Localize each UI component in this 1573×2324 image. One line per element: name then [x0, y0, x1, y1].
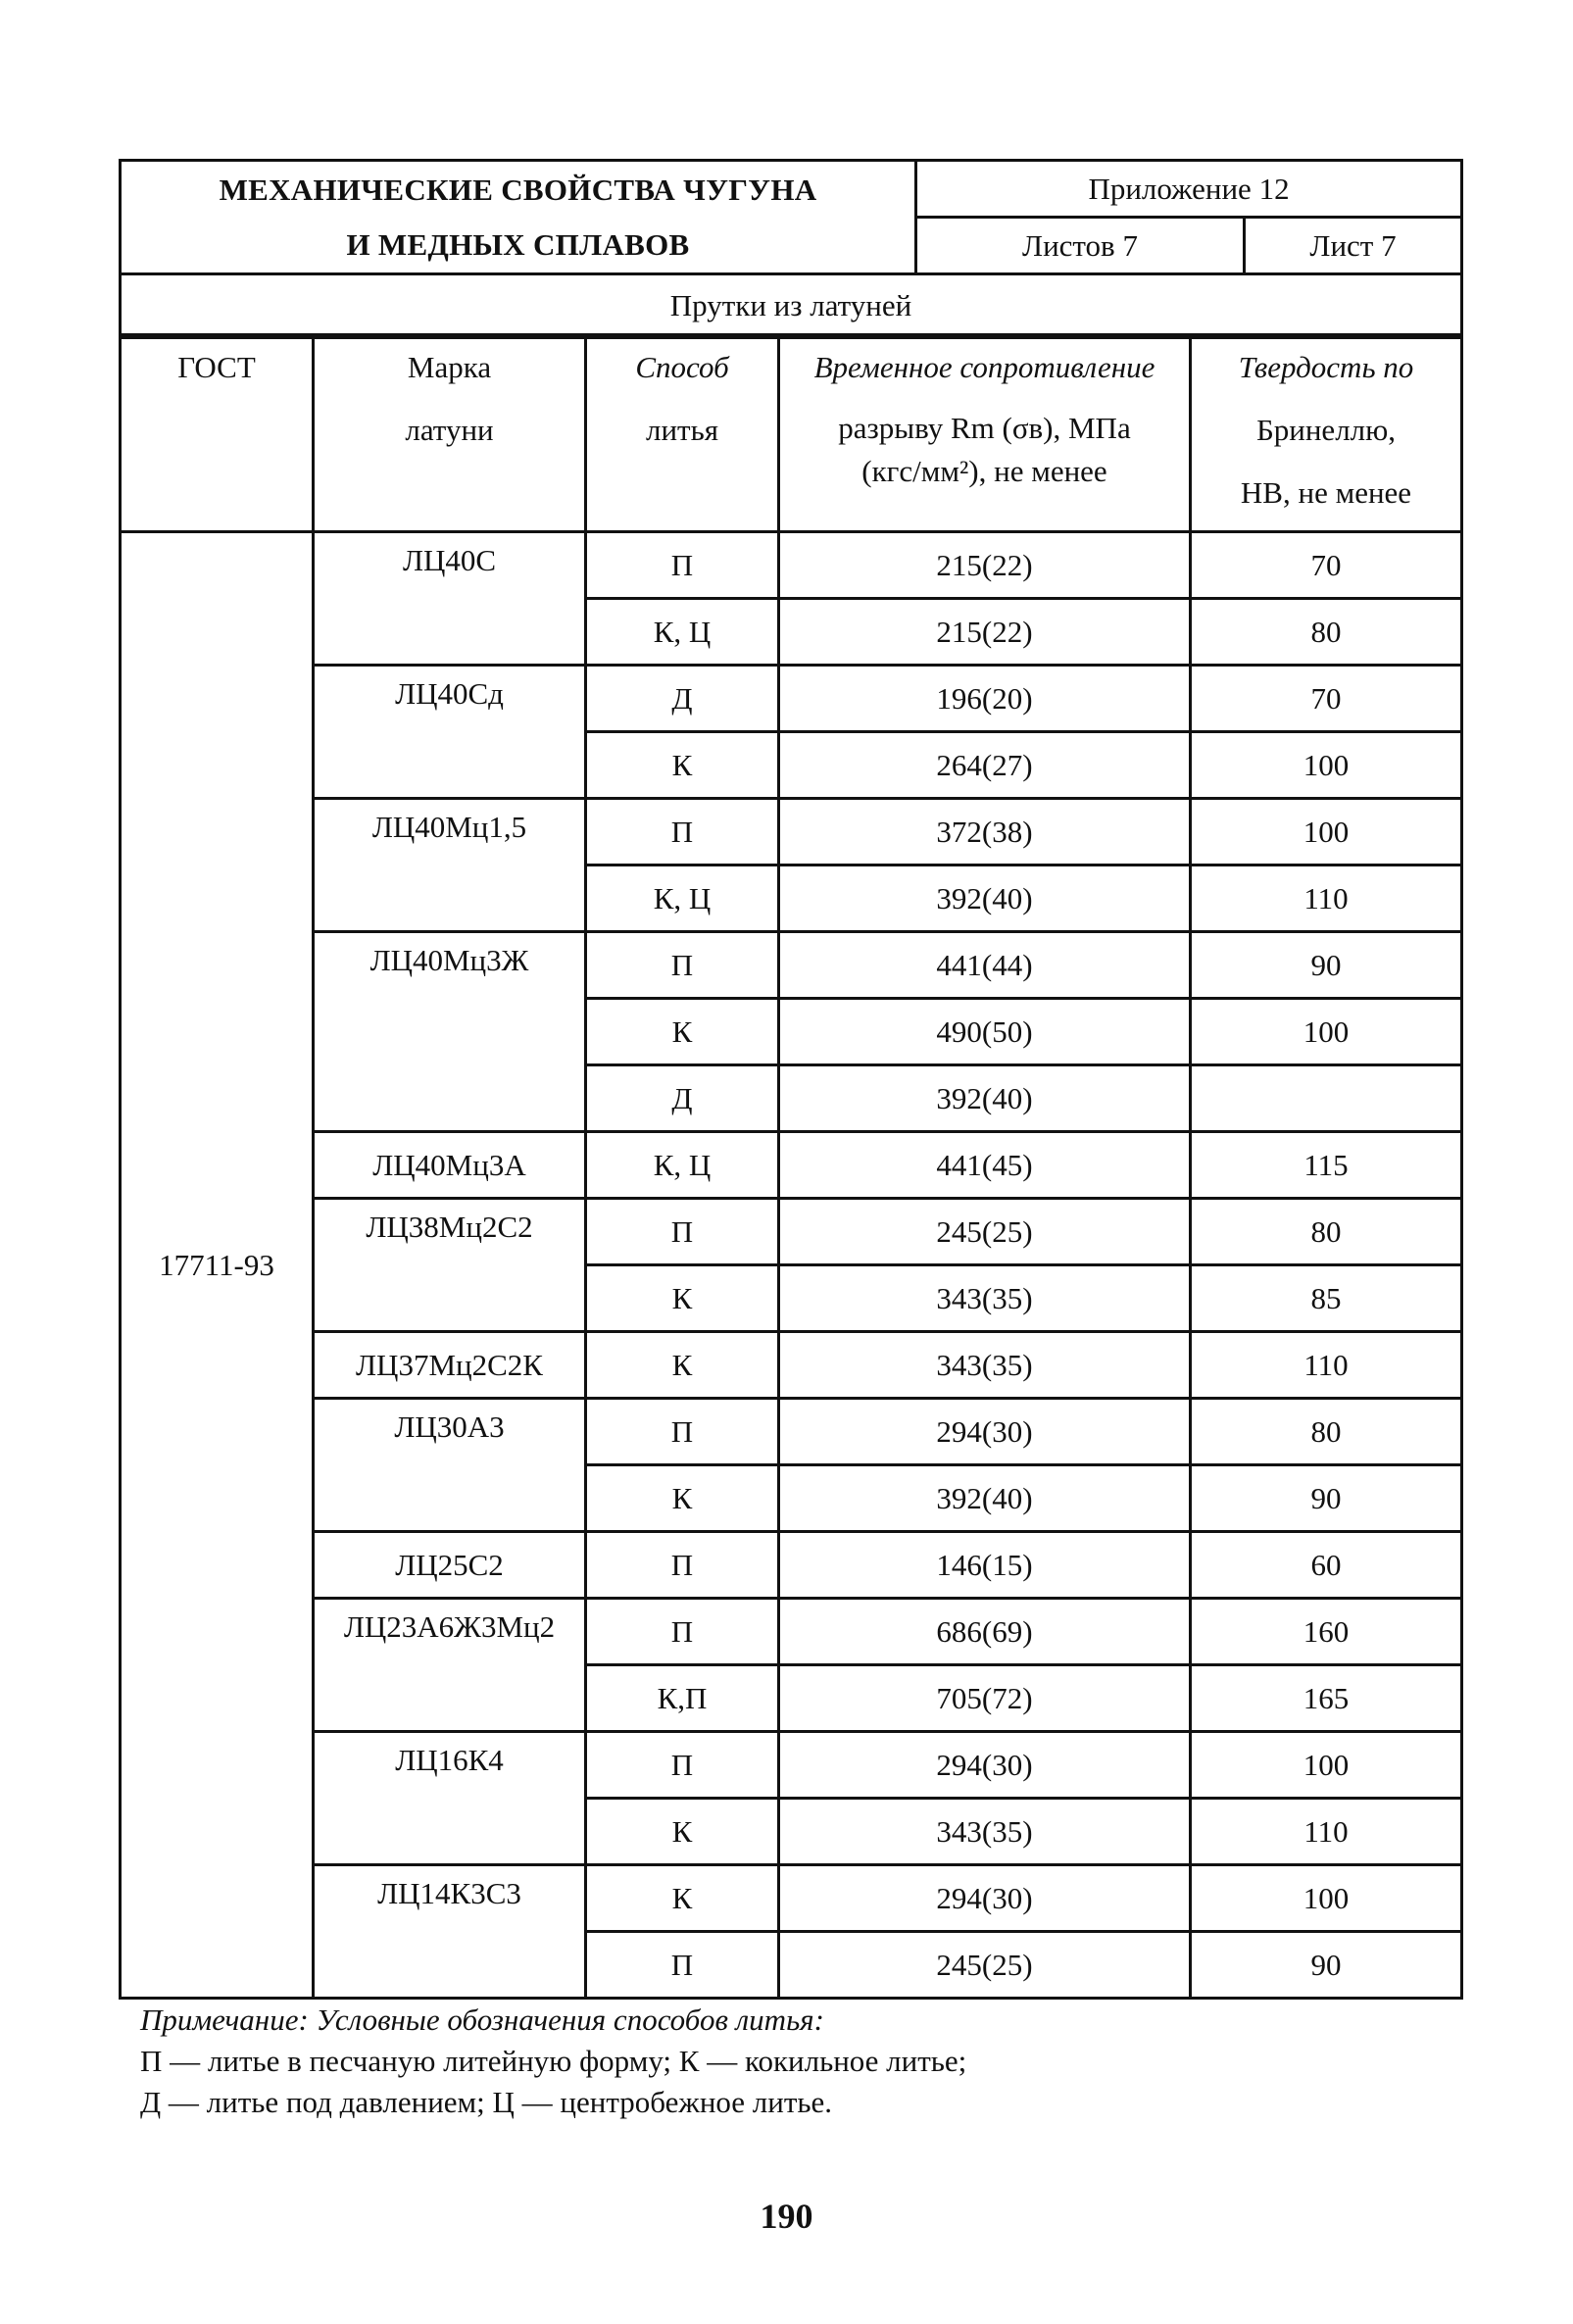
strength-cell: 343(35) — [779, 1332, 1191, 1399]
hardness-cell: 100 — [1191, 732, 1462, 799]
method-cell: П — [586, 932, 779, 999]
method-cell: Д — [586, 666, 779, 732]
hardness-cell: 85 — [1191, 1265, 1462, 1332]
method-cell: Д — [586, 1065, 779, 1132]
strength-cell: 343(35) — [779, 1265, 1191, 1332]
strength-cell: 196(20) — [779, 666, 1191, 732]
table-row — [121, 799, 1462, 865]
method-cell: К, Ц — [586, 599, 779, 666]
table-row — [121, 932, 1462, 999]
column-hardness-line-2: Бринеллю, — [1255, 413, 1397, 447]
table-row — [121, 1332, 1462, 1399]
strength-cell: 215(22) — [779, 532, 1191, 599]
document-header — [119, 159, 1463, 339]
grade-cell: ЛЦ14К3С3 — [314, 1865, 586, 1999]
column-strength-line-2: разрыву Rm (σв), МПа — [838, 411, 1131, 445]
table-row — [121, 1132, 1462, 1199]
strength-cell: 392(40) — [779, 1065, 1191, 1132]
grade-cell: ЛЦ40Мц3Ж — [314, 932, 586, 1132]
method-cell: К — [586, 1799, 779, 1865]
hardness-cell: 80 — [1191, 599, 1462, 666]
grade-cell: ЛЦ37Мц2С2К — [314, 1332, 586, 1399]
table-row — [121, 1599, 1462, 1665]
method-cell: К — [586, 732, 779, 799]
grade-cell: ЛЦ23А6Ж3Мц2 — [314, 1599, 586, 1732]
grade-cell: ЛЦ30А3 — [314, 1399, 586, 1532]
strength-cell: 705(72) — [779, 1665, 1191, 1732]
sheet-current: Лист 7 — [1245, 218, 1462, 274]
column-hardness — [1191, 335, 1462, 532]
column-gost-label: ГОСТ — [177, 350, 256, 384]
method-cell: П — [586, 1732, 779, 1799]
strength-cell: 146(15) — [779, 1532, 1191, 1599]
title-line-1: МЕХАНИЧЕСКИЕ СВОЙСТВА ЧУГУНА — [219, 172, 817, 207]
strength-cell: 372(38) — [779, 799, 1191, 865]
method-cell: К — [586, 1465, 779, 1532]
method-cell: К — [586, 1265, 779, 1332]
column-strength-line-3: (кгс/мм²), не менее — [861, 454, 1107, 488]
table-row — [121, 1732, 1462, 1799]
column-grade-line-1: Марка — [407, 350, 492, 384]
table-note — [140, 2000, 1453, 2123]
method-cell: К — [586, 1332, 779, 1399]
strength-cell: 441(44) — [779, 932, 1191, 999]
hardness-cell: 90 — [1191, 1465, 1462, 1532]
method-cell: П — [586, 799, 779, 865]
hardness-cell: 160 — [1191, 1599, 1462, 1665]
document-title — [121, 161, 916, 274]
strength-cell: 294(30) — [779, 1865, 1191, 1932]
column-strength — [779, 335, 1191, 532]
grade-cell: ЛЦ40Сд — [314, 666, 586, 799]
strength-cell: 294(30) — [779, 1732, 1191, 1799]
table-header-row — [121, 335, 1462, 532]
column-strength-line-1: Временное сопротивление — [813, 350, 1155, 384]
column-method — [586, 335, 779, 532]
hardness-cell: 165 — [1191, 1665, 1462, 1732]
appendix-label: Приложение 12 — [916, 161, 1462, 218]
grade-cell: ЛЦ40Мц1,5 — [314, 799, 586, 932]
grade-cell: ЛЦ25С2 — [314, 1532, 586, 1599]
hardness-cell: 80 — [1191, 1199, 1462, 1265]
hardness-cell: 100 — [1191, 1732, 1462, 1799]
page-number: 190 — [760, 2197, 813, 2236]
strength-cell: 215(22) — [779, 599, 1191, 666]
strength-cell: 392(40) — [779, 865, 1191, 932]
hardness-cell: 100 — [1191, 999, 1462, 1065]
grade-cell: ЛЦ40Мц3А — [314, 1132, 586, 1199]
method-cell: К, Ц — [586, 1132, 779, 1199]
grade-cell: ЛЦ38Мц2С2 — [314, 1199, 586, 1332]
gost-cell: 17711-93 — [121, 532, 314, 1999]
strength-cell: 294(30) — [779, 1399, 1191, 1465]
method-cell: П — [586, 1599, 779, 1665]
table-row — [121, 1199, 1462, 1265]
hardness-cell: 60 — [1191, 1532, 1462, 1599]
method-cell: П — [586, 532, 779, 599]
note-line-2: Д — литье под давлением; Ц — центробежное литье. — [140, 2085, 833, 2119]
column-grade-line-2: латуни — [405, 413, 494, 447]
table-row — [121, 1399, 1462, 1465]
hardness-cell: 100 — [1191, 799, 1462, 865]
strength-cell: 245(25) — [779, 1199, 1191, 1265]
note-line-1: П — литье в песчаную литейную форму; К — кокильное литье; — [140, 2044, 967, 2078]
grade-cell: ЛЦ16К4 — [314, 1732, 586, 1865]
method-cell: П — [586, 1399, 779, 1465]
hardness-cell: 100 — [1191, 1865, 1462, 1932]
hardness-cell: 90 — [1191, 932, 1462, 999]
hardness-cell: 90 — [1191, 1932, 1462, 1999]
hardness-cell: 110 — [1191, 1332, 1462, 1399]
strength-cell: 264(27) — [779, 732, 1191, 799]
hardness-cell: 70 — [1191, 666, 1462, 732]
method-cell: К, Ц — [586, 865, 779, 932]
table-row — [121, 532, 1462, 599]
method-cell: К — [586, 1865, 779, 1932]
table-row — [121, 1865, 1462, 1932]
properties-table — [119, 333, 1463, 2000]
section-title: Прутки из латуней — [121, 274, 1462, 338]
sheets-total: Листов 7 — [916, 218, 1245, 274]
hardness-cell: 115 — [1191, 1132, 1462, 1199]
title-line-2: И МЕДНЫХ СПЛАВОВ — [346, 226, 690, 262]
hardness-cell: 80 — [1191, 1399, 1462, 1465]
column-grade — [314, 335, 586, 532]
column-hardness-line-1: Твердость по — [1238, 350, 1414, 384]
strength-cell: 490(50) — [779, 999, 1191, 1065]
hardness-cell: 70 — [1191, 532, 1462, 599]
method-cell: П — [586, 1932, 779, 1999]
method-cell: К — [586, 999, 779, 1065]
column-gost — [121, 335, 314, 532]
grade-cell: ЛЦ40С — [314, 532, 586, 666]
hardness-cell — [1191, 1065, 1462, 1132]
column-method-line-1: Способ — [635, 350, 729, 384]
strength-cell: 686(69) — [779, 1599, 1191, 1665]
strength-cell: 343(35) — [779, 1799, 1191, 1865]
table-row — [121, 1532, 1462, 1599]
note-title: Примечание: Условные обозначения способов литья: — [140, 2003, 824, 2037]
column-method-line-2: литья — [645, 413, 718, 447]
strength-cell: 245(25) — [779, 1932, 1191, 1999]
method-cell: П — [586, 1532, 779, 1599]
method-cell: К,П — [586, 1665, 779, 1732]
method-cell: П — [586, 1199, 779, 1265]
column-hardness-line-3: НВ, не менее — [1240, 475, 1412, 510]
table-row — [121, 666, 1462, 732]
hardness-cell: 110 — [1191, 1799, 1462, 1865]
strength-cell: 441(45) — [779, 1132, 1191, 1199]
strength-cell: 392(40) — [779, 1465, 1191, 1532]
hardness-cell: 110 — [1191, 865, 1462, 932]
